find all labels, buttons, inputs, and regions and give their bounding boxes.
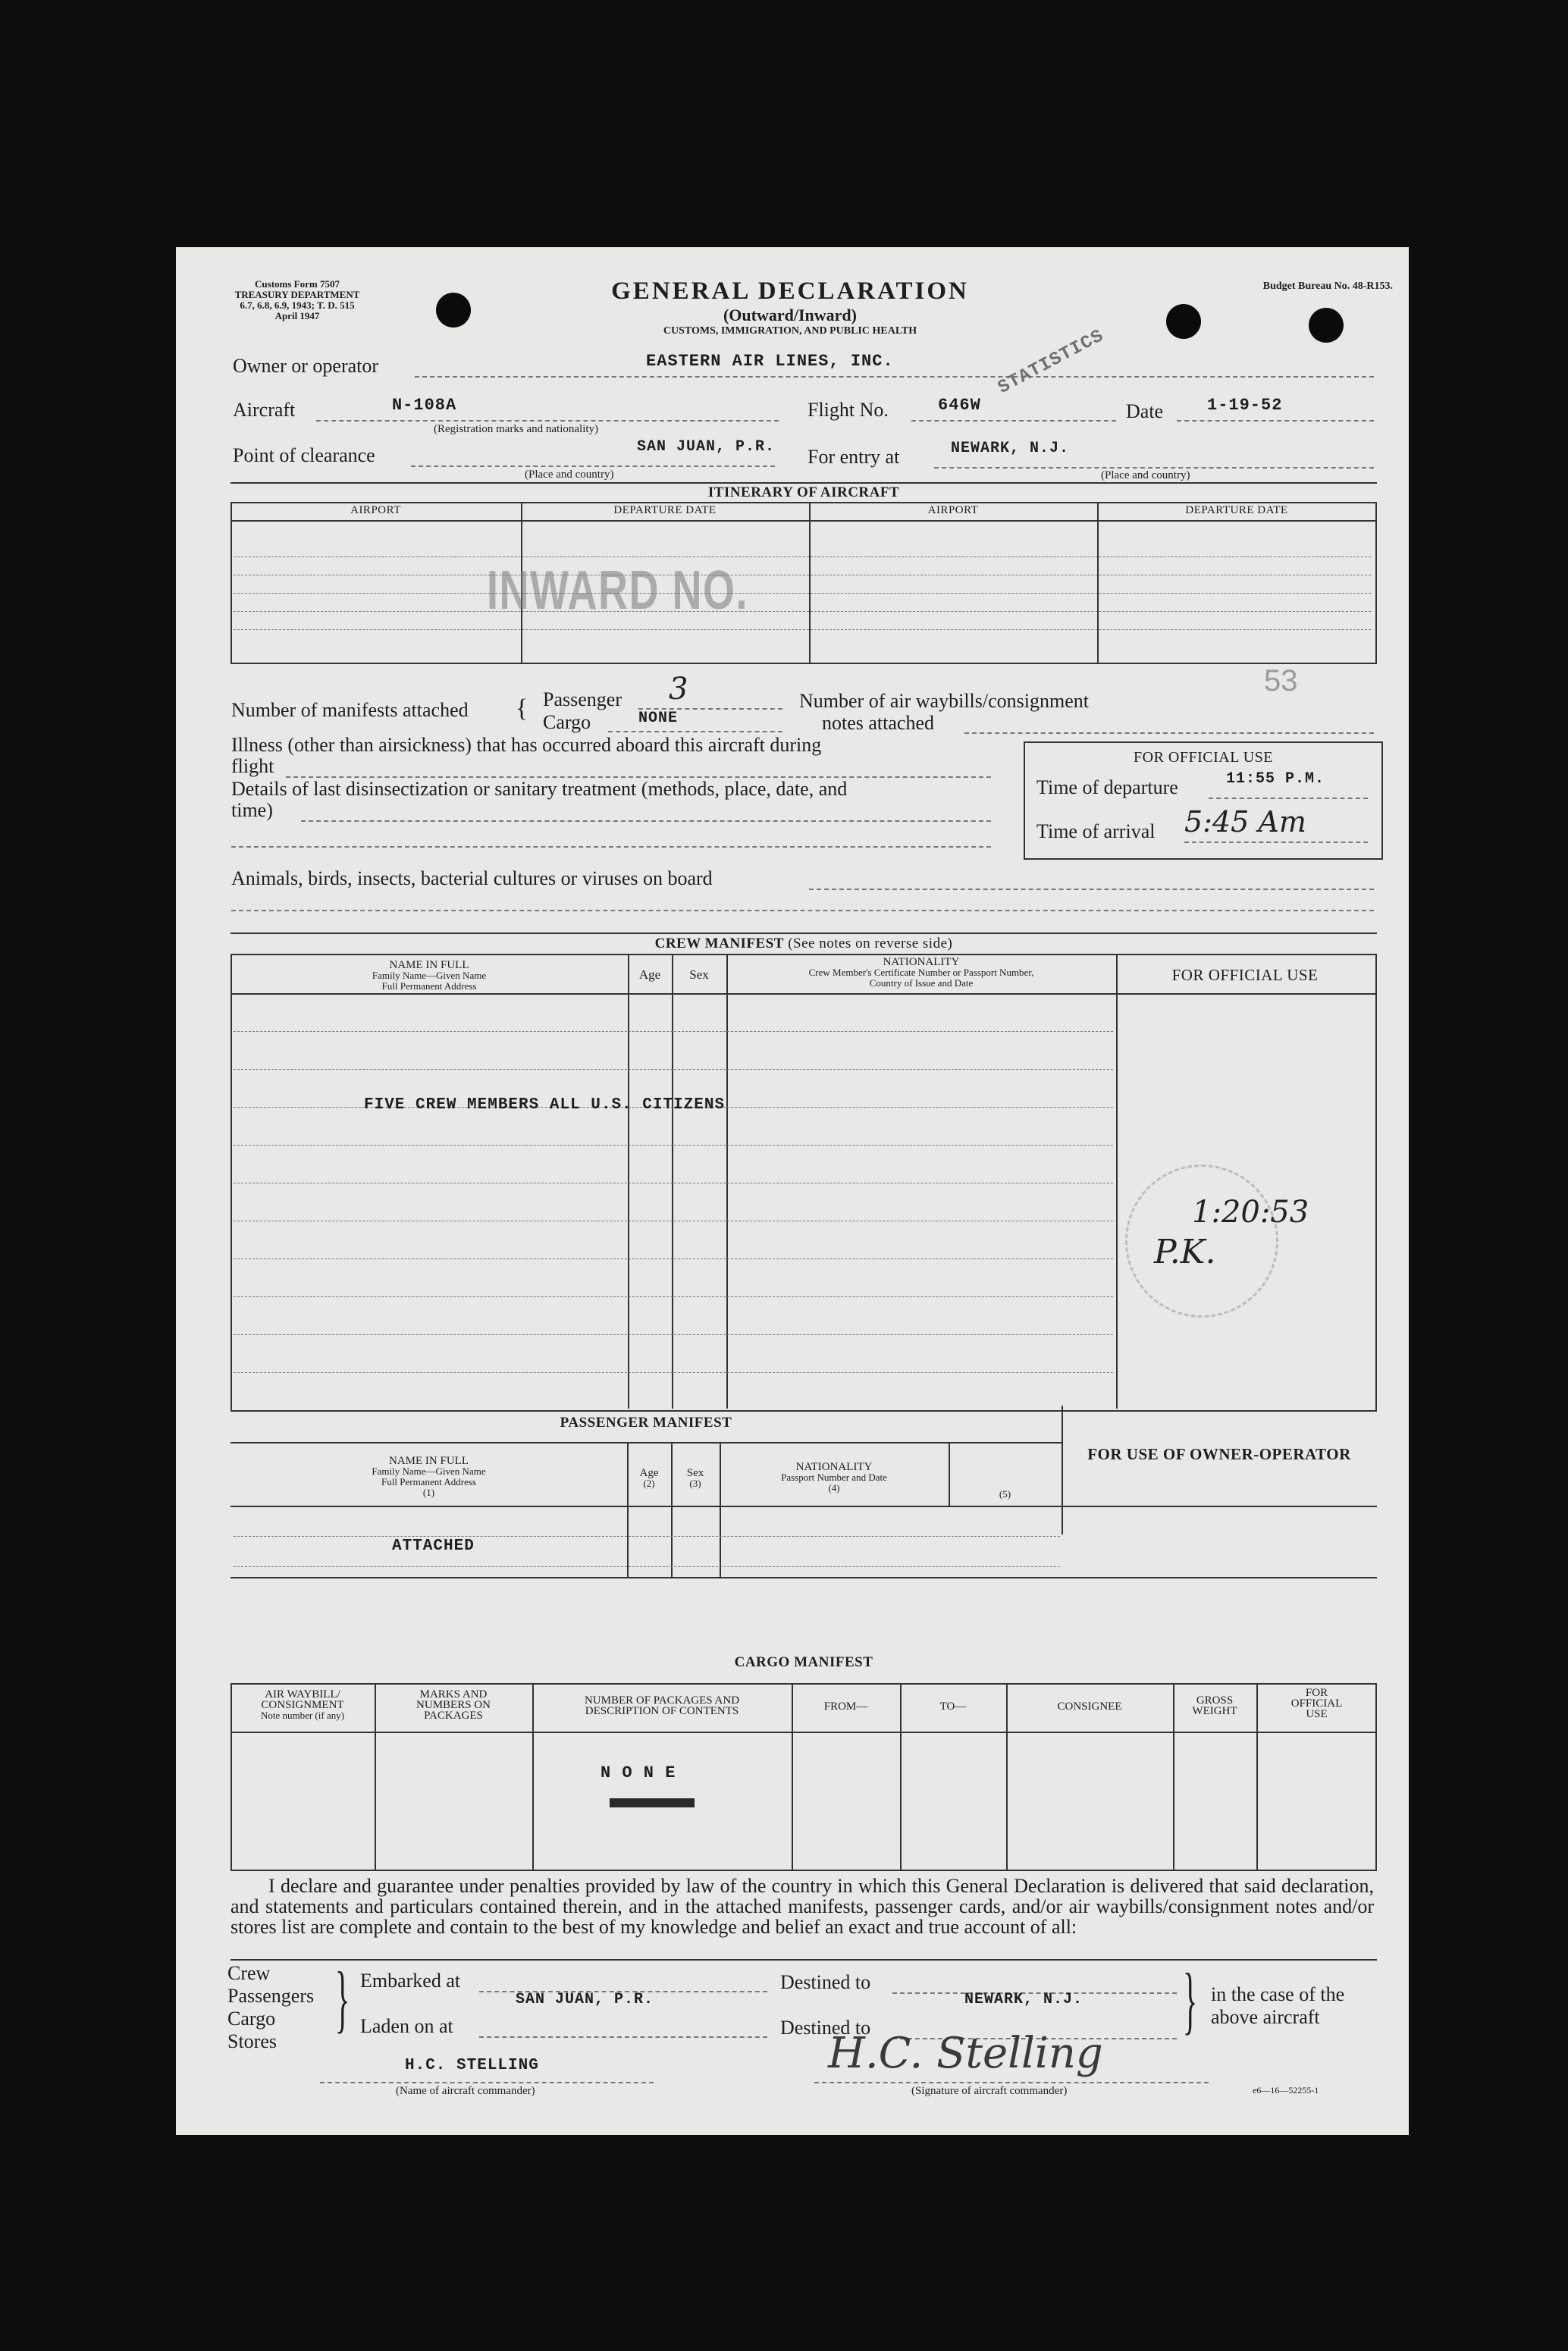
commander-name: H.C. STELLING — [405, 2057, 539, 2074]
cargo-col-from: FROM— — [823, 1701, 868, 1713]
passenger-col-5: (5) — [999, 1488, 1011, 1500]
crew-col-name: NAME IN FULL Family Name—Given Name Full Permanent Address — [372, 959, 487, 992]
arrival-label: Time of arrival — [1036, 820, 1156, 842]
divider — [230, 1442, 1062, 1444]
owner-value: EASTERN AIR LINES, INC. — [646, 352, 894, 371]
cargo-col-packages: NUMBER OF PACKAGES AND DESCRIPTION OF CONTENTS — [584, 1694, 740, 1717]
laden-label: Laden on at — [360, 2015, 453, 2037]
brace: } — [335, 1956, 350, 2040]
col-divider — [672, 954, 673, 1409]
row-line — [234, 1031, 1113, 1032]
row-line — [234, 593, 1371, 594]
animals-line — [809, 889, 1374, 890]
divider — [230, 1577, 1377, 1578]
embarked-label: Embarked at — [360, 1970, 461, 1992]
signature-caption: (Signature of aircraft commander) — [911, 2085, 1068, 2097]
brace: } — [1183, 1958, 1198, 2042]
clearance-label: Point of clearance — [233, 444, 375, 466]
crew-initials: P.K. — [1154, 1233, 1216, 1271]
owner-line — [415, 376, 1374, 378]
itinerary-table — [230, 502, 1377, 664]
itinerary-header-rule — [230, 520, 1377, 522]
col-divider — [726, 954, 728, 1409]
crew-initials-date: 1:20:53 — [1192, 1195, 1309, 1230]
laden-line — [479, 2036, 767, 2038]
crew-col-official: FOR OFFICIAL USE — [1171, 966, 1319, 984]
departure-value: 11:55 P.M. — [1226, 770, 1325, 788]
disinsect-line — [301, 820, 991, 822]
entry-line — [934, 467, 1374, 469]
animals-line — [231, 910, 1374, 911]
row-line — [234, 1372, 1113, 1373]
illness-label: Illness (other than airsickness) that has occurred aboard this aircraft during — [231, 734, 822, 756]
destined-label-2: Destined to — [780, 2017, 871, 2039]
form-number: Customs Form 7507 TREASURY DEPARTMENT 6.7, 6.8, 6.9, 1943; T. D. 515 April 1947 — [234, 278, 360, 321]
illness-label-2: flight — [231, 755, 274, 777]
crew-col-nationality: NATIONALITY Crew Member's Certificate Number or Passport Number, Country of Issue and Date — [808, 956, 1034, 989]
entry-value: NEWARK, N.J. — [951, 440, 1070, 457]
col-divider — [1062, 1406, 1063, 1534]
commander-signature: H.C. Stelling — [828, 2029, 1103, 2078]
departure-line — [1209, 798, 1368, 799]
date-line — [1177, 420, 1374, 422]
row-line — [234, 1334, 1113, 1335]
row-line — [234, 1145, 1113, 1146]
itinerary-col-departure: DEPARTURE DATE — [1185, 504, 1288, 516]
commander-caption: (Name of aircraft commander) — [396, 2085, 535, 2097]
cargo-line — [608, 731, 782, 732]
crew-col-sex: Sex — [689, 967, 709, 982]
flight-label: Flight No. — [808, 399, 889, 421]
col-divider — [627, 1442, 629, 1577]
origin-value: SAN JUAN, P.R. — [516, 1991, 654, 2008]
aircraft-value: N-108A — [392, 396, 457, 415]
inward-stamp: INWARD NO. — [487, 560, 748, 621]
animals-label: Animals, birds, insects, bacterial cultures or viruses on board — [231, 867, 713, 889]
crew-title: CREW MANIFEST — [654, 936, 784, 951]
number-stamp: 53 — [1264, 664, 1298, 697]
disinsect-label: Details of last disinsectization or sanitary treatment (methods, place, date, and — [231, 778, 848, 800]
page-subtitle: (Outward/Inward) — [723, 306, 857, 324]
clearance-value: SAN JUAN, P.R. — [637, 438, 776, 456]
aircraft-line — [316, 420, 779, 422]
cargo-header-rule — [230, 1732, 1377, 1733]
cargo-col-waybill: AIR WAYBILL/ CONSIGNMENT Note number (if any) — [260, 1688, 345, 1721]
disinsect-line — [231, 846, 991, 848]
row-line — [234, 1296, 1113, 1297]
itinerary-col-airport: AIRPORT — [350, 504, 401, 516]
cargo-label: Cargo — [543, 711, 591, 733]
row-line — [234, 1566, 1060, 1567]
passenger-title: PASSENGER MANIFEST — [560, 1415, 732, 1431]
entry-label: For entry at — [808, 446, 900, 468]
cargo-entry: N O N E — [601, 1763, 676, 1782]
itinerary-col-airport: AIRPORT — [927, 504, 979, 516]
flight-value: 646W — [938, 396, 981, 415]
crew-header-rule — [230, 993, 1377, 995]
arrival-value: 5:45 Am — [1184, 805, 1306, 839]
punch-hole — [436, 293, 471, 328]
cargo-col-marks: MARKS AND NUMBERS ON PACKAGES — [416, 1688, 491, 1722]
case-note: in the case of the above aircraft — [1211, 1983, 1345, 2028]
departure-label: Time of departure — [1036, 776, 1178, 798]
waybills-label: Number of air waybills/consignment — [799, 690, 1089, 712]
declaration-text: I declare and guarantee under penalties provided by law of the country in which this General Declaration is delivered that said declaration, and statements and particulars contained therein, and in the attached manifests, passenger cards, and/or air waybills/consignment notes and/or stores list are complete and contain to the best of my knowledge and belief an exact and true account of all: — [230, 1875, 1374, 1938]
col-divider — [1116, 954, 1118, 1409]
passenger-label: Passenger — [543, 688, 622, 710]
col-divider — [1097, 502, 1099, 663]
waybills-line — [964, 732, 1374, 734]
crew-col-age: Age — [638, 967, 661, 982]
official-use-title: FOR OFFICIAL USE — [1134, 749, 1273, 766]
row-line — [234, 556, 1371, 557]
crew-title-row — [230, 936, 1377, 952]
signature-line — [814, 2082, 1209, 2083]
cargo-title: CARGO MANIFEST — [734, 1654, 873, 1670]
col-divider — [671, 1442, 673, 1577]
entry-caption: (Place and country) — [1101, 469, 1190, 481]
crew-entry: FIVE CREW MEMBERS ALL U.S. CITIZENS — [364, 1096, 726, 1114]
arrival-line — [1184, 842, 1368, 843]
statistics-stamp: STATISTICS — [995, 325, 1108, 399]
manifests-label: Number of manifests attached — [231, 699, 469, 721]
row-line — [234, 611, 1371, 612]
itinerary-title: ITINERARY OF AIRCRAFT — [707, 484, 900, 500]
page-title: GENERAL DECLARATION — [611, 277, 969, 305]
col-divider — [628, 954, 629, 1409]
row-line — [234, 629, 1371, 630]
punch-hole — [1166, 304, 1201, 339]
disinsect-label-2: time) — [231, 799, 273, 821]
budget-number: Budget Bureau No. 48-R153. — [1262, 281, 1393, 292]
print-code: e6—16—52255-1 — [1253, 2085, 1319, 2096]
col-divider — [809, 502, 811, 663]
punch-hole — [1309, 308, 1344, 343]
date-label: Date — [1126, 400, 1164, 422]
declaration-form — [176, 247, 1409, 2135]
declaration-categories: Crew Passengers Cargo Stores — [227, 1962, 315, 2052]
cargo-col-weight: GROSS WEIGHT — [1192, 1694, 1237, 1717]
passenger-entry: ATTACHED — [392, 1538, 475, 1555]
divider — [230, 933, 1377, 934]
cargo-col-to: TO— — [939, 1701, 967, 1713]
passenger-col-nationality: NATIONALITY Passport Number and Date (4) — [781, 1461, 887, 1494]
row-line — [234, 1536, 1060, 1537]
commander-line — [320, 2082, 654, 2083]
divider — [230, 482, 1377, 484]
passenger-col-sex: Sex (3) — [686, 1467, 704, 1489]
destined-label: Destined to — [780, 1971, 871, 1993]
clearance-line — [411, 465, 775, 467]
row-line — [234, 1069, 1113, 1070]
aircraft-caption: (Registration marks and nationality) — [434, 423, 599, 435]
clearance-caption: (Place and country) — [525, 469, 614, 481]
destination-value: NEWARK, N.J. — [964, 1991, 1083, 2008]
strikeout — [610, 1798, 695, 1807]
passenger-col-age: Age (2) — [639, 1467, 659, 1489]
owner-label: Owner or operator — [233, 355, 379, 377]
waybills-label-2: notes attached — [822, 712, 934, 734]
passenger-col-name: NAME IN FULL Family Name—Given Name Full Permanent Address (1) — [372, 1455, 486, 1498]
divider — [230, 1506, 1377, 1507]
cargo-col-consignee: CONSIGNEE — [1057, 1701, 1122, 1713]
divider — [230, 1959, 1377, 1961]
owner-operator-use: FOR USE OF OWNER-OPERATOR — [1087, 1445, 1351, 1463]
cargo-value: NONE — [638, 710, 679, 727]
brace: { — [516, 694, 528, 723]
passenger-value: 3 — [669, 672, 688, 707]
crew-title-note: (See notes on reverse side) — [788, 936, 953, 951]
aircraft-label: Aircraft — [233, 399, 296, 421]
cargo-col-official: FOR OFFICIAL USE — [1290, 1687, 1343, 1720]
agencies: CUSTOMS, IMMIGRATION, AND PUBLIC HEALTH — [663, 325, 917, 337]
itinerary-col-departure: DEPARTURE DATE — [613, 504, 717, 516]
flight-line — [911, 420, 1116, 422]
date-value: 1-19-52 — [1207, 396, 1283, 415]
form-title-block — [517, 277, 1063, 337]
